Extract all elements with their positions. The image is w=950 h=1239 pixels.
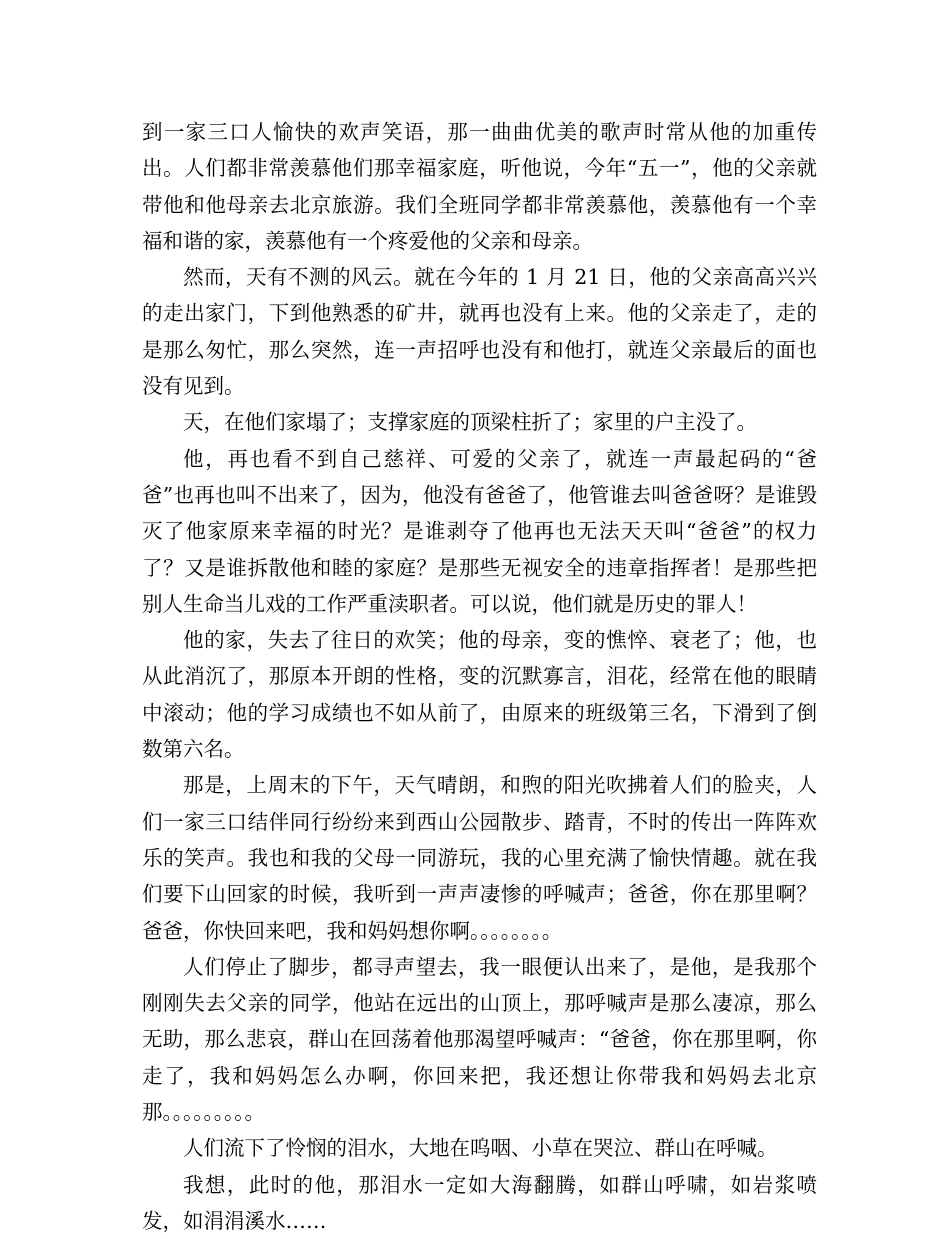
paragraph-8: 人们流下了怜悯的泪水，大地在呜咽、小草在哭泣、群山在呼喊。 (183, 1136, 778, 1161)
paragraph-7: 人们停止了脚步，都寻声望去，我一眼便认出来了，是他，是我那个刚刚失去父亲的同学，他站在远出的山顶上，那呼喊声是那么凄凉，那么无助，那么悲哀，群山在回荡着他那渴望呼喊声：“爸爸，你在那里啊，你走了，我和妈妈怎么办啊，你回来把，我还想让你带我和妈妈去北京那。。。。。。。。。 (142, 954, 817, 1125)
paragraph-3: 天，在他们家塌了；支撑家庭的顶梁柱折了；家里的户主没了。 (183, 410, 757, 435)
paragraph-1: 到一家三口人愉快的欢声笑语，那一曲曲优美的歌声时常从他的加重传出。人们都非常羡慕他们那幸福家庭，听他说，今年“五一”，他的父亲就带他和他母亲去北京旅游。我们全班同学都非常羡慕他，羡慕他有一个幸福和谐的家，羡慕他有一个疼爱他的父亲和母亲。 (142, 120, 817, 253)
document-body (142, 114, 817, 1239)
paragraph-2: 然而，天有不测的风云。就在今年的 1 月 21 日，他的父亲高高兴兴的走出家门，下到他熟悉的矿井，就再也没有上来。他的父亲走了，走的是那么匆忙，那么突然，连一声招呼也没有和他打，就连父亲最后的面也没有见到。 (142, 265, 817, 399)
paragraph-5: 他的家，失去了往日的欢笑；他的母亲，变的憔悴、衰老了；他，也从此消沉了，那原本开朗的性格，变的沉默寡言，泪花，经常在他的眼睛中滚动；他的学习成绩也不如从前了，由原来的班级第三名，下滑到了倒数第六名。 (142, 628, 817, 762)
paragraph-6: 那是，上周末的下午，天气晴朗，和煦的阳光吹拂着人们的脸夹，人们一家三口结伴同行纷纷来到西山公园散步、踏青，不时的传出一阵阵欢乐的笑声。我也和我的父母一同游玩，我的心里充满了愉快情趣。就在我们要下山回家的时候，我听到一声声凄惨的呼喊声；爸爸，你在那里啊？爸爸，你快回来吧，我和妈妈想你啊。。。。。。。。 (142, 773, 817, 943)
paragraph-9: 我想，此时的他，那泪水一定如大海翻腾，如群山呼啸，如岩浆喷发，如涓涓溪水…… (142, 1172, 817, 1233)
paragraph-4: 他，再也看不到自己慈祥、可爱的父亲了，就连一声最起码的“爸爸”也再也叫不出来了，因为，他没有爸爸了，他管谁去叫爸爸呀？是谁毁灭了他家原来幸福的时光？是谁剥夺了他再也无法天天叫“爸爸”的权力了？又是谁拆散他和睦的家庭？是那些无视安全的违章指挥者！是那些把别人生命当儿戏的工作严重渎职者。可以说，他们就是历史的罪人！ (142, 446, 817, 616)
